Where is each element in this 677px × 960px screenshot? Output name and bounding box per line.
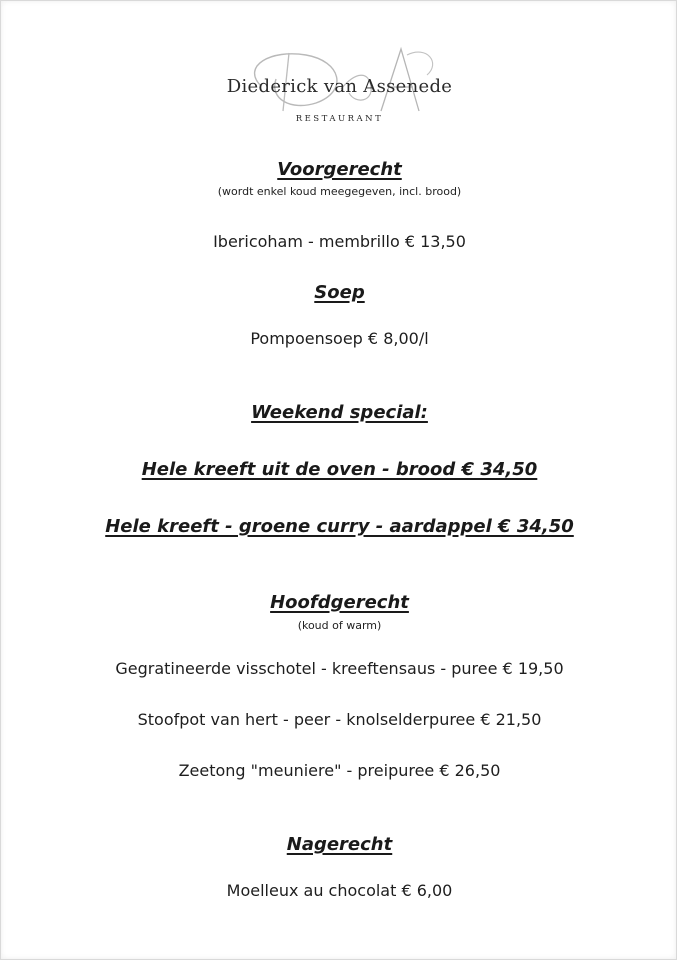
section-title-hoofdgerecht: Hoofdgerecht	[270, 592, 409, 613]
section-title-soep: Soep	[314, 282, 365, 303]
menu-item-kreeft-oven: Hele kreeft uit de oven - brood € 34,50	[141, 459, 538, 480]
menu-item-pompoensoep: Pompoensoep € 8,00/l	[250, 329, 429, 348]
section-title-voorgerecht: Voorgerecht	[277, 159, 402, 180]
menu-item-ibericoham: Ibericoham - membrillo € 13,50	[213, 232, 466, 251]
section-note-hoofdgerecht: (koud of warm)	[297, 619, 382, 632]
section-title-weekend-special: Weekend special:	[251, 402, 428, 423]
restaurant-subtitle: RESTAURANT	[295, 114, 384, 124]
menu-item-kreeft-curry: Hele kreeft - groene curry - aardappel € 34,50	[105, 516, 574, 537]
section-title-nagerecht: Nagerecht	[286, 834, 393, 855]
restaurant-logo	[1, 41, 677, 131]
section-note-voorgerecht: (wordt enkel koud meegegeven, incl. brood)	[217, 185, 462, 198]
restaurant-name: Diederick van Assenede	[226, 76, 453, 97]
menu-item-stoofpot-hert: Stoofpot van hert - peer - knolselderpuree € 21,50	[137, 710, 542, 729]
menu-item-zeetong: Zeetong "meuniere" - preipuree € 26,50	[178, 761, 501, 780]
menu-item-moelleux: Moelleux au chocolat € 6,00	[226, 881, 453, 900]
menu-item-visschotel: Gegratineerde visschotel - kreeftensaus - puree € 19,50	[115, 659, 564, 678]
